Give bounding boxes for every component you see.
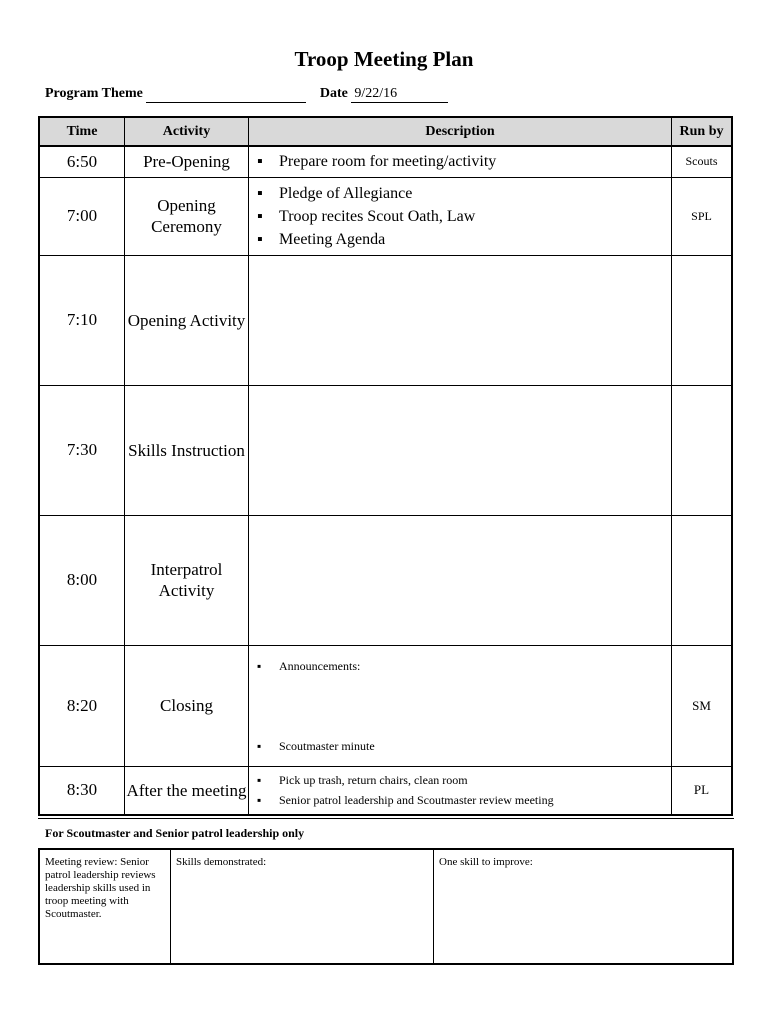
activity-cell: Pre-Opening: [125, 146, 249, 177]
review-row: [39, 849, 733, 964]
activity-cell: Interpatrol Activity: [125, 515, 249, 645]
description-cell: [249, 766, 672, 815]
table-row: [39, 766, 732, 815]
description-item: ▪ Announcements:: [257, 656, 671, 676]
run-by-cell[interactable]: [672, 385, 733, 515]
table-row: [39, 146, 732, 177]
program-theme-field[interactable]: [146, 87, 306, 103]
program-theme-label: Program Theme: [45, 86, 143, 101]
table-row: [39, 255, 732, 385]
run-by-cell[interactable]: [672, 255, 733, 385]
header-description: Description: [249, 117, 672, 146]
run-by-cell[interactable]: [672, 515, 733, 645]
description-cell: [249, 177, 672, 255]
activity-cell: Closing: [125, 645, 249, 766]
activity-cell: Skills Instruction: [125, 385, 249, 515]
run-by-cell: SPL: [672, 177, 733, 255]
date-label: Date: [319, 86, 348, 101]
activity-cell: After the meeting: [125, 766, 249, 815]
time-cell: 7:00: [39, 177, 125, 255]
description-item: ▪ Pick up trash, return chairs, clean room: [257, 770, 671, 790]
meeting-plan-table: [38, 116, 733, 816]
table-row: [39, 645, 732, 766]
one-skill-to-improve-cell[interactable]: One skill to improve:: [434, 849, 734, 964]
time-cell: 7:10: [39, 255, 125, 385]
time-cell: 7:30: [39, 385, 125, 515]
meta-line: [45, 86, 448, 103]
time-cell: 8:30: [39, 766, 125, 815]
description-cell: [249, 146, 672, 177]
skills-demonstrated-cell[interactable]: Skills demonstrated:: [171, 849, 434, 964]
header-run-by: Run by: [672, 117, 733, 146]
table-row: [39, 515, 732, 645]
description-item: ▪ Pledge of Allegiance: [257, 182, 671, 205]
activity-cell: Opening Activity: [125, 255, 249, 385]
description-item: ▪ Senior patrol leadership and Scoutmaster review meeting: [257, 790, 671, 810]
table-row: [39, 177, 732, 255]
activity-cell: Opening Ceremony: [125, 177, 249, 255]
meeting-review-cell: Meeting review: Senior patrol leadership reviews leadership skills used in troop meeting with Scoutmaster.: [39, 849, 171, 964]
review-table: [38, 848, 734, 965]
table-row: [39, 385, 732, 515]
run-by-cell: Scouts: [672, 146, 733, 177]
date-value[interactable]: 9/22/16: [351, 86, 448, 103]
time-cell: 6:50: [39, 146, 125, 177]
page-title: Troop Meeting Plan: [294, 47, 474, 71]
description-cell[interactable]: [249, 255, 672, 385]
description-item: ▪ Troop recites Scout Oath, Law: [257, 205, 671, 228]
description-cell[interactable]: [249, 515, 672, 645]
table-header-row: [39, 117, 732, 146]
description-item: ▪ Meeting Agenda: [257, 228, 671, 251]
header-time: Time: [39, 117, 125, 146]
divider: [38, 818, 734, 819]
description-cell[interactable]: [249, 385, 672, 515]
time-cell: 8:00: [39, 515, 125, 645]
run-by-cell: SM: [672, 645, 733, 766]
leadership-note: For Scoutmaster and Senior patrol leadership only: [45, 826, 305, 840]
time-cell: 8:20: [39, 645, 125, 766]
description-item: ▪ Prepare room for meeting/activity: [257, 150, 671, 173]
description-item: ▪ Scoutmaster minute: [257, 736, 671, 756]
header-activity: Activity: [125, 117, 249, 146]
run-by-cell: PL: [672, 766, 733, 815]
description-cell: [249, 645, 672, 766]
